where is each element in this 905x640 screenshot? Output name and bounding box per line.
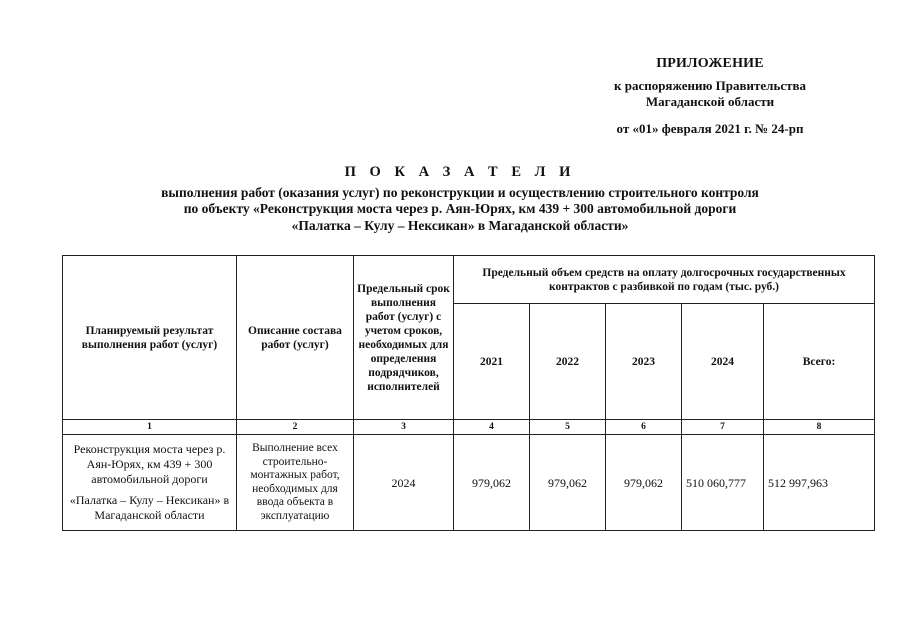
appendix-line-1: к распоряжению Правительства bbox=[613, 77, 807, 93]
header-year-2022: 2022 bbox=[530, 304, 606, 420]
table-row bbox=[63, 435, 875, 531]
appendix-line-2: Магаданской области bbox=[645, 94, 775, 109]
cell-result bbox=[63, 435, 237, 531]
result-text-1: Реконструкция моста через р. Аян-Юрях, км 439 + 300 автомобильной дороги bbox=[73, 442, 226, 486]
indicators-table bbox=[62, 255, 875, 531]
cell-value-2021: 979,062 bbox=[454, 435, 530, 531]
header-result: Планируемый результат выполнения работ (услуг) bbox=[63, 256, 237, 420]
header-row-1 bbox=[63, 256, 875, 304]
column-number: 2 bbox=[237, 420, 354, 435]
heading-line-1: выполнения работ (оказания услуг) по реконструкции и осуществлению строительного контроля bbox=[161, 184, 759, 200]
appendix-block bbox=[560, 56, 860, 137]
column-number: 6 bbox=[606, 420, 682, 435]
appendix-title: ПРИЛОЖЕНИЕ bbox=[656, 56, 764, 71]
column-number: 5 bbox=[530, 420, 606, 435]
appendix-date: от «01» февраля 2021 г. № 24-рп bbox=[616, 120, 804, 136]
header-deadline: Предельный срок выполнения работ (услуг) с учетом сроков, необходимых для определения подрядчиков, исполнителей bbox=[354, 256, 454, 420]
header-year-2023: 2023 bbox=[606, 304, 682, 420]
cell-value-2024: 510 060,777 bbox=[682, 435, 764, 531]
column-number: 4 bbox=[454, 420, 530, 435]
column-number: 1 bbox=[63, 420, 237, 435]
heading-line-2: по объекту «Реконструкция моста через р. Аян-Юрях, км 439 + 300 автомобильной дороги bbox=[183, 201, 737, 216]
cell-description: Выполнение всех строительно-монтажных работ, необходимых для ввода объекта в эксплуатацию bbox=[237, 435, 354, 531]
column-number: 3 bbox=[354, 420, 454, 435]
cell-value-2022: 979,062 bbox=[530, 435, 606, 531]
cell-value-2023: 979,062 bbox=[606, 435, 682, 531]
column-number: 8 bbox=[764, 420, 875, 435]
header-year-2021: 2021 bbox=[454, 304, 530, 420]
column-number: 7 bbox=[682, 420, 764, 435]
column-number-row bbox=[63, 420, 875, 435]
document-heading bbox=[60, 164, 860, 234]
header-total: Всего: bbox=[764, 304, 875, 420]
cell-total: 512 997,963 bbox=[764, 435, 875, 531]
header-description: Описание состава работ (услуг) bbox=[237, 256, 354, 420]
heading-title: П О К А З А Т Е Л И bbox=[344, 164, 576, 180]
header-year-2024: 2024 bbox=[682, 304, 764, 420]
heading-line-3: «Палатка – Кулу – Нексикан» в Магаданской области» bbox=[291, 217, 629, 233]
cell-deadline: 2024 bbox=[354, 435, 454, 531]
header-funding: Предельный объем средств на оплату долгосрочных государственных контрактов с разбивкой по годам (тыс. руб.) bbox=[454, 256, 875, 304]
result-text-2: «Палатка – Кулу – Нексикан» в Магаданской области bbox=[69, 493, 230, 522]
